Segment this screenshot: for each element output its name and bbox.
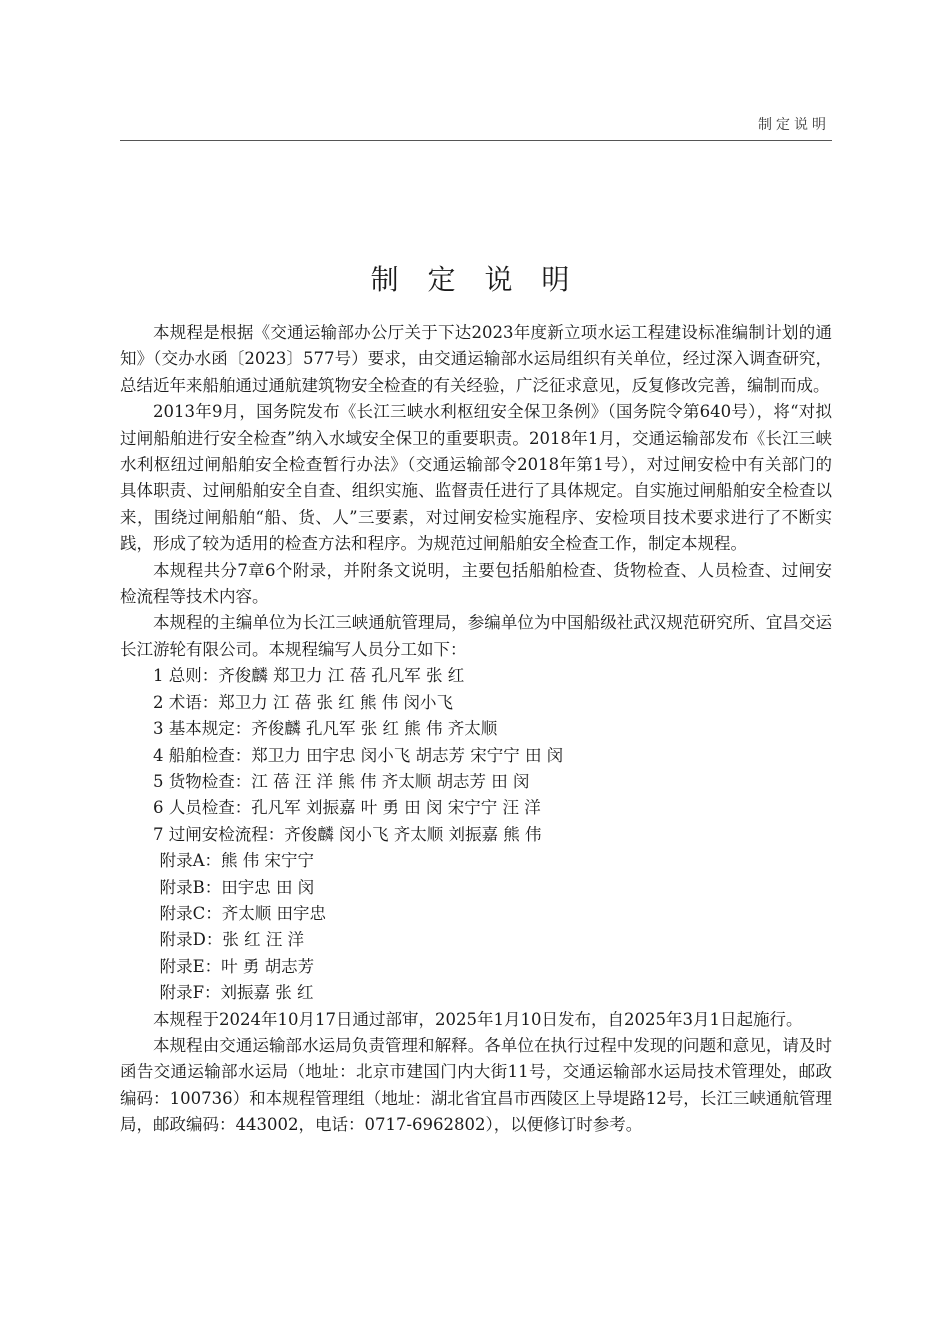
paragraph-structure: 本规程共分7章6个附录，并附条文说明，主要包括船舶检查、货物检查、人员检查、过闸安检流程等技术内容。 xyxy=(120,560,832,607)
list-item: 附录B：田宇忠 田 闵 xyxy=(159,877,315,897)
list-item: 5 货物检查：江 蓓 汪 洋 熊 伟 齐太顺 胡志芳 田 闵 xyxy=(153,771,530,791)
body-text xyxy=(120,320,832,1139)
paragraph-contact: 本规程由交通运输部水运局负责管理和解释。各单位在执行过程中发现的问题和意见，请及时函告交通运输部水运局（地址：北京市建国门内大街11号，交通运输部水运局技术管理处，邮政编码：100736）和本规程管理组（地址：湖北省宜昌市西陵区上导堤路12号，长江三峡通航管理局，邮政编码：443002，电话：0717-6962802），以便修订时参考。 xyxy=(120,1035,832,1135)
list-item: 附录E：叶 勇 胡志芳 xyxy=(159,956,315,976)
paragraph-background: 2013年9月，国务院发布《长江三峡水利枢纽安全保卫条例》（国务院令第640号），将“对拟过闸船舶进行安全检查”纳入水域安全保卫的重要职责。2018年1月，交通运输部发布《长江三峡水利枢纽过闸船舶安全检查暂行办法》（交通运输部令2018年第1号），对过闸安检中有关部门的具体职责、过闸船舶安全自查、组织实施、监督责任进行了具体规定。自实施过闸船舶安全检查以来，围绕过闸船舶“船、货、人”三要素，对过闸安检实施程序、安检项目技术要求进行了不断实践，形成了较为适用的检查方法和程序。为规范过闸船舶安全检查工作，制定本规程。 xyxy=(120,402,832,554)
list-item: 6 人员检查：孔凡军 刘振嘉 叶 勇 田 闵 宋宁宁 汪 洋 xyxy=(153,798,541,818)
list-item: 2 术语：郑卫力 江 蓓 张 红 熊 伟 闵小飞 xyxy=(153,692,453,712)
list-item: 附录F：刘振嘉 张 红 xyxy=(159,983,314,1003)
header-rule xyxy=(120,140,832,141)
list-item: 1 总则：齐俊麟 郑卫力 江 蓓 孔凡军 张 红 xyxy=(153,666,465,686)
list-item: 附录A：熊 伟 宋宁宁 xyxy=(159,851,314,871)
paragraph-basis: 本规程是根据《交通运输部办公厅关于下达2023年度新立项水运工程建设标准编制计划的通知》（交办水函〔2023〕577号）要求，由交通运输部水运局组织有关单位，经过深入调查研究，总结近年来船舶通过通航建筑物安全检查的有关经验，广泛征求意见，反复修改完善，编制而成。 xyxy=(120,323,832,395)
chapter-staff-list xyxy=(120,663,832,848)
list-item: 附录C：齐太顺 田宇忠 xyxy=(159,903,326,923)
appendix-staff-list xyxy=(120,848,832,1006)
list-item: 3 基本规定：齐俊麟 孔凡军 张 红 熊 伟 齐太顺 xyxy=(153,719,498,739)
paragraph-effective-date: 本规程于2024年10月17日通过部审，2025年1月10日发布，自2025年3月1日起施行。 xyxy=(153,1009,803,1029)
page-title: 制 定 说 明 xyxy=(370,263,580,296)
list-item: 附录D：张 红 汪 洋 xyxy=(159,930,305,950)
list-item: 4 船舶检查：郑卫力 田宇忠 闵小飞 胡志芳 宋宁宁 田 闵 xyxy=(153,745,564,765)
running-header: 制定说明 xyxy=(758,117,830,133)
list-item: 7 过闸安检流程：齐俊麟 闵小飞 齐太顺 刘振嘉 熊 伟 xyxy=(153,824,542,844)
paragraph-editors: 本规程的主编单位为长江三峡通航管理局，参编单位为中国船级社武汉规范研究所、宜昌交运长江游轮有限公司。本规程编写人员分工如下： xyxy=(120,613,832,659)
